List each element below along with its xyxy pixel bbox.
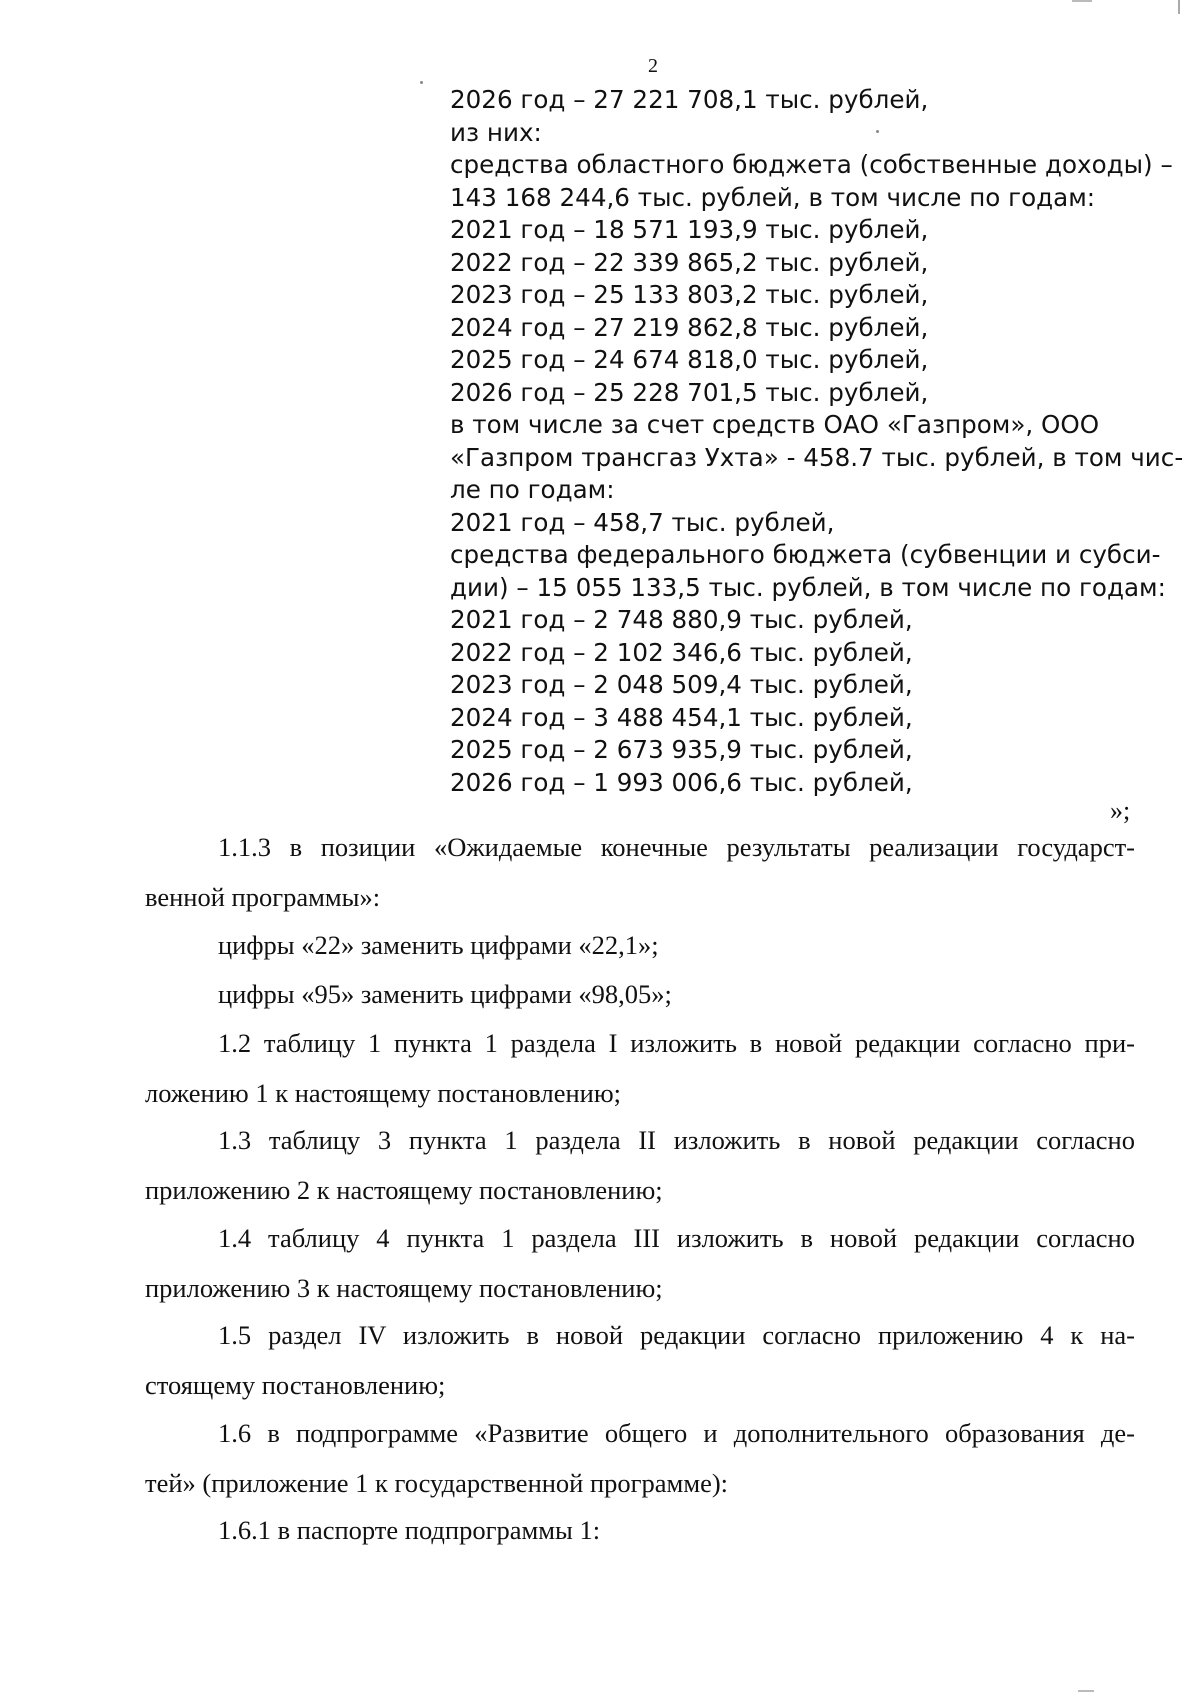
paragraph-line: 1.5 раздел IV изложить в новой редакции согласно приложению 4 к на- bbox=[218, 1320, 1135, 1350]
paragraph-line: 1.4 таблицу 4 пункта 1 раздела III изложить в новой редакции согласно bbox=[218, 1223, 1135, 1253]
paragraph-line: тей» (приложение 1 к государственной программе): bbox=[145, 1468, 729, 1498]
scan-dot bbox=[420, 81, 423, 84]
paragraph-line: цифры «95» заменить цифрами «98,05»; bbox=[218, 979, 672, 1009]
cell-line: из них: bbox=[450, 117, 542, 147]
paragraph-line: 1.6.1 в паспорте подпрограммы 1: bbox=[218, 1515, 601, 1545]
cell-line: 2024 год – 27 219 862,8 тыс. рублей, bbox=[450, 312, 929, 342]
paragraph-1-3 bbox=[145, 1115, 1135, 1215]
cell-line: 143 168 244,6 тыс. рублей, в том числе по годам: bbox=[450, 182, 1096, 212]
cell-line: 2024 год – 3 488 454,1 тыс. рублей, bbox=[450, 702, 913, 732]
cell-line: 2022 год – 2 102 346,6 тыс. рублей, bbox=[450, 637, 913, 667]
cell-line: 2021 год – 18 571 193,9 тыс. рублей, bbox=[450, 215, 929, 244]
paragraph-line: 1.2 таблицу 1 пункта 1 раздела I изложить в новой редакции согласно при- bbox=[218, 1028, 1135, 1058]
page-number: 2 bbox=[648, 55, 658, 77]
paragraph-line: приложению 3 к настоящему постановлению; bbox=[145, 1273, 663, 1303]
paragraph-digits-22 bbox=[145, 920, 1135, 970]
paragraph-1-6-1 bbox=[145, 1505, 1135, 1555]
paragraph-line: 1.1.3 в позиции «Ожидаемые конечные результаты реализации государст- bbox=[218, 832, 1135, 862]
paragraph-line: стоящему постановлению; bbox=[145, 1370, 446, 1400]
paragraph-1-5 bbox=[145, 1310, 1135, 1410]
cell-line: 2026 год – 25 228 701,5 тыс. рублей, bbox=[450, 377, 929, 407]
paragraph-1-2 bbox=[145, 1018, 1135, 1118]
paragraph-1-4 bbox=[145, 1213, 1135, 1313]
paragraph-digits-95 bbox=[145, 969, 1135, 1019]
cell-line: в том числе за счет средств ОАО «Газпром», ООО bbox=[450, 410, 1100, 439]
scan-mark bbox=[1072, 0, 1092, 2]
cell-line: 2025 год – 24 674 818,0 тыс. рублей, bbox=[450, 345, 929, 374]
cell-line: 2025 год – 2 673 935,9 тыс. рублей, bbox=[450, 735, 913, 764]
cell-line: дии) – 15 055 133,5 тыс. рублей, в том числе по годам: bbox=[450, 572, 1166, 602]
paragraph-line: венной программы»: bbox=[145, 882, 381, 912]
cell-line: ле по годам: bbox=[450, 475, 615, 504]
cell-line: 2026 год – 27 221 708,1 тыс. рублей, bbox=[450, 85, 929, 114]
scan-mark bbox=[1178, 0, 1180, 14]
cell-line: 2023 год – 25 133 803,2 тыс. рублей, bbox=[450, 280, 929, 309]
paragraph-line: 1.3 таблицу 3 пункта 1 раздела II изложить в новой редакции согласно bbox=[218, 1125, 1135, 1155]
cell-line: 2021 год – 458,7 тыс. рублей, bbox=[450, 507, 835, 537]
paragraph-line: 1.6 в подпрограмме «Развитие общего и дополнительного образования де- bbox=[218, 1418, 1135, 1448]
scan-mark bbox=[1078, 1690, 1094, 1692]
scan-dot bbox=[876, 130, 879, 133]
cell-line: средства областного бюджета (собственные доходы) – bbox=[450, 150, 1173, 179]
paragraph-line: ложению 1 к настоящему постановлению; bbox=[145, 1078, 622, 1108]
cell-line: «Газпром трансгаз Ухта» - 458.7 тыс. рублей, в том чис- bbox=[450, 442, 1184, 472]
cell-line: 2026 год – 1 993 006,6 тыс. рублей, bbox=[450, 767, 913, 797]
cell-line: 2023 год – 2 048 509,4 тыс. рублей, bbox=[450, 670, 913, 699]
cell-line: 2022 год – 22 339 865,2 тыс. рублей, bbox=[450, 247, 929, 277]
paragraph-line: цифры «22» заменить цифрами «22,1»; bbox=[218, 930, 659, 960]
funding-table-cell bbox=[450, 84, 1184, 799]
paragraph-line: приложению 2 к настоящему постановлению; bbox=[145, 1175, 663, 1205]
cell-line: средства федерального бюджета (субвенции и субси- bbox=[450, 540, 1161, 569]
closing-quote: »; bbox=[1110, 796, 1131, 825]
paragraph-1-1-3 bbox=[145, 822, 1135, 922]
paragraph-1-6 bbox=[145, 1408, 1135, 1508]
cell-line: 2021 год – 2 748 880,9 тыс. рублей, bbox=[450, 605, 913, 634]
